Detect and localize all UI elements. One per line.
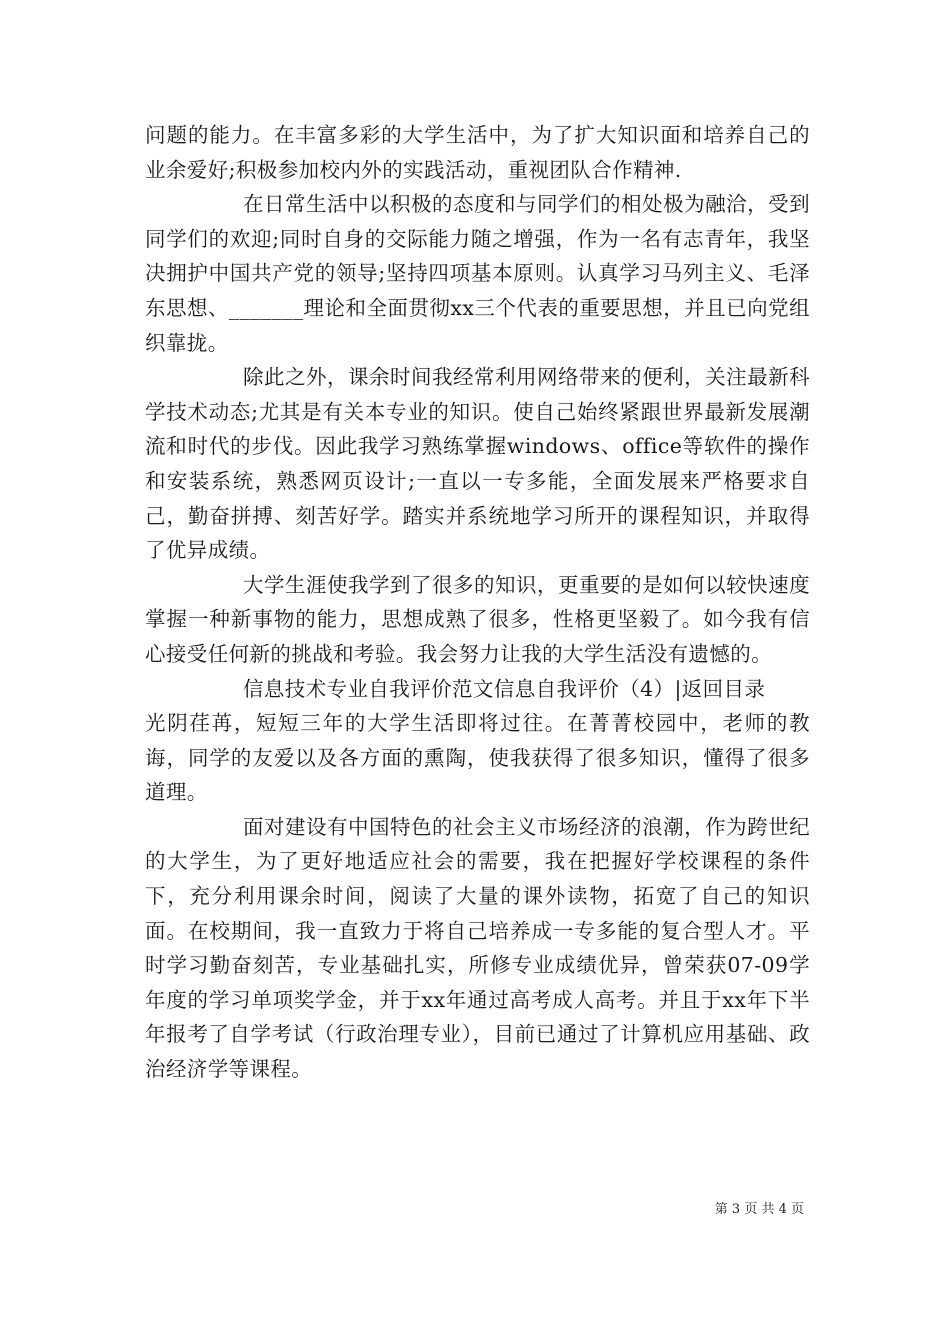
paragraph-6: 面对建设有中国特色的社会主义市场经济的浪潮，作为跨世纪的大学生，为了更好地适应社会的需要，我在把握好学校课程的条件下，充分利用课余时间，阅读了大量的课外读物，拓宽了自己的知识面。在校期间，我一直致力于将自己培养成一专多能的复合型人才。平时学习勤奋刻苦，专业基础扎实，所修专业成绩优异，曾荣获07-09学年度的学习单项奖学金，并于xx年通过高考成人高考。并且于xx年下半年报考了自学考试（行政治理专业），目前已通过了计算机应用基础、政治经济学等课程。 <box>145 814 810 1082</box>
document-body <box>145 118 810 1087</box>
paragraph-4: 大学生涯使我学到了很多的知识，更重要的是如何以较快速度掌握一种新事物的能力，思想成熟了很多，性格更坚毅了。如今我有信心接受任何新的挑战和考验。我会努力让我的大学生活没有遗憾的。 <box>145 572 810 666</box>
paragraph-1: 问题的能力。在丰富多彩的大学生活中，为了扩大知识面和培养自己的业余爱好;积极参加校内外的实践活动，重视团队合作精神. <box>145 123 810 182</box>
section-heading-link[interactable]: 信息技术专业自我评价范文信息自我评价（4）|返回目录 <box>243 676 766 701</box>
paragraph-5: 光阴荏苒，短短三年的大学生活即将过往。在菁菁校园中，老师的教诲，同学的友爱以及各方面的熏陶，使我获得了很多知识，懂得了很多道理。 <box>145 711 810 805</box>
paragraph-2: 在日常生活中以积极的态度和与同学们的相处极为融洽，受到同学们的欢迎;同时自身的交际能力随之增强，作为一名有志青年，我坚决拥护中国共产党的领导;坚持四项基本原则。认真学习马列主义、毛泽东思想、_______理论和全面贯彻xx三个代表的重要思想，并且已向党组织靠拢。 <box>145 192 810 355</box>
paragraph-3: 除此之外，课余时间我经常利用网络带来的便利，关注最新科学技术动态;尤其是有关本专业的知识。使自己始终紧跟世界最新发展潮流和时代的步伐。因此我学习熟练掌握windows、office等软件的操作和安装系统，熟悉网页设计;一直以一专多能，全面发展来严格要求自己，勤奋拼搏、刻苦好学。踏实并系统地学习所开的课程知识，并取得了优异成绩。 <box>145 365 810 563</box>
page-number-footer: 第 3 页 共 4 页 <box>714 1202 804 1217</box>
